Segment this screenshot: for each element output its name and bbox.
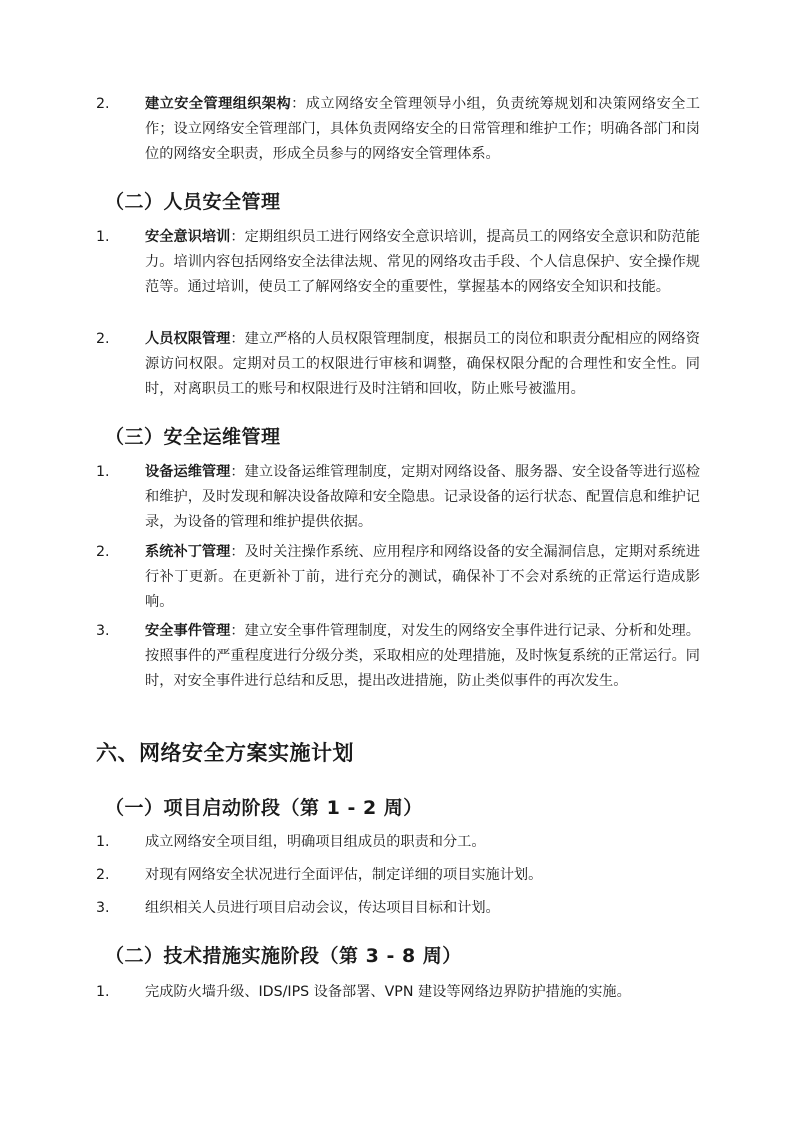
list-number: 3. bbox=[96, 623, 110, 639]
list-item-text: 成立网络安全项目组，明确项目组成员的职责和分工。 bbox=[145, 834, 486, 850]
list-item bbox=[96, 619, 700, 694]
list-item bbox=[96, 863, 700, 888]
list-item-term: 安全事件管理 bbox=[145, 623, 231, 639]
list-number: 2. bbox=[96, 544, 110, 560]
list-item bbox=[96, 830, 700, 855]
list-item bbox=[96, 896, 700, 921]
list-item bbox=[96, 327, 700, 402]
list-item-body bbox=[145, 540, 700, 615]
list-item bbox=[96, 540, 700, 615]
list-item-body bbox=[145, 225, 700, 300]
list-item-body bbox=[145, 92, 700, 167]
list-item-text: ：建立安全事件管理制度，对发生的网络安全事件进行记录、分析和处理。按照事件的严重程度进行分级分类，采取相应的处理措施，及时恢复系统的正常运行。同时，对安全事件进行总结和反思，提出改进措施，防止类似事件的再次发生。 bbox=[145, 623, 700, 689]
list-item bbox=[96, 92, 700, 167]
list-item-text: ：及时关注操作系统、应用程序和网络设备的安全漏洞信息，定期对系统进行补丁更新。在更新补丁前，进行充分的测试，确保补丁不会对系统的正常运行造成影响。 bbox=[145, 544, 700, 610]
list-number: 2. bbox=[96, 331, 110, 347]
list-number: 2. bbox=[96, 96, 110, 112]
phase-heading-tech: （二）技术措施实施阶段（第 3 - 8 周） bbox=[105, 945, 462, 967]
list-number: 2. bbox=[96, 867, 110, 883]
list-item-term: 设备运维管理 bbox=[145, 464, 231, 480]
chapter-heading: 六、网络安全方案实施计划 bbox=[96, 741, 354, 765]
phase-heading-startup: （一）项目启动阶段（第 1 - 2 周） bbox=[105, 797, 423, 819]
list-item-body bbox=[145, 327, 700, 402]
list-item-body bbox=[145, 619, 700, 694]
section-heading-personnel: （二）人员安全管理 bbox=[105, 191, 281, 213]
list-number: 1. bbox=[96, 229, 110, 245]
list-number: 1. bbox=[96, 464, 110, 480]
list-item-text: ：成立网络安全管理领导小组，负责统筹规划和决策网络安全工作；设立网络安全管理部门，具体负责网络安全的日常管理和维护工作；明确各部门和岗位的网络安全职责，形成全员参与的网络安全管理体系。 bbox=[145, 96, 700, 162]
list-item-text: ：建立严格的人员权限管理制度，根据员工的岗位和职责分配相应的网络资源访问权限。定期对员工的权限进行审核和调整，确保权限分配的合理性和安全性。同时，对离职员工的账号和权限进行及时注销和回收，防止账号被滥用。 bbox=[145, 331, 700, 397]
list-number: 1. bbox=[96, 984, 110, 1000]
list-item-text: 组织相关人员进行项目启动会议，传达项目目标和计划。 bbox=[145, 900, 500, 916]
list-number: 3. bbox=[96, 900, 110, 916]
list-item-text: 对现有网络安全状况进行全面评估，制定详细的项目实施计划。 bbox=[145, 867, 543, 883]
section-heading-ops: （三）安全运维管理 bbox=[105, 426, 281, 448]
list-item-text: ：定期组织员工进行网络安全意识培训，提高员工的网络安全意识和防范能力。培训内容包括网络安全法律法规、常见的网络攻击手段、个人信息保护、安全操作规范等。通过培训，使员工了解网络安全的重要性，掌握基本的网络安全知识和技能。 bbox=[145, 229, 700, 295]
list-item-text: 完成防火墙升级、IDS/IPS 设备部署、VPN 建设等网络边界防护措施的实施。 bbox=[145, 984, 631, 1000]
list-item-text: ：建立设备运维管理制度，定期对网络设备、服务器、安全设备等进行巡检和维护，及时发现和解决设备故障和安全隐患。记录设备的运行状态、配置信息和维护记录，为设备的管理和维护提供依据。 bbox=[145, 464, 700, 530]
list-item bbox=[96, 225, 700, 300]
list-item-term: 建立安全管理组织架构 bbox=[145, 96, 292, 112]
list-item-term: 系统补丁管理 bbox=[145, 544, 231, 560]
list-item-body bbox=[145, 460, 700, 535]
list-item-term: 人员权限管理 bbox=[145, 331, 231, 347]
list-number: 1. bbox=[96, 834, 110, 850]
list-item bbox=[96, 460, 700, 535]
list-item bbox=[96, 980, 700, 1005]
list-item-term: 安全意识培训 bbox=[145, 229, 231, 245]
